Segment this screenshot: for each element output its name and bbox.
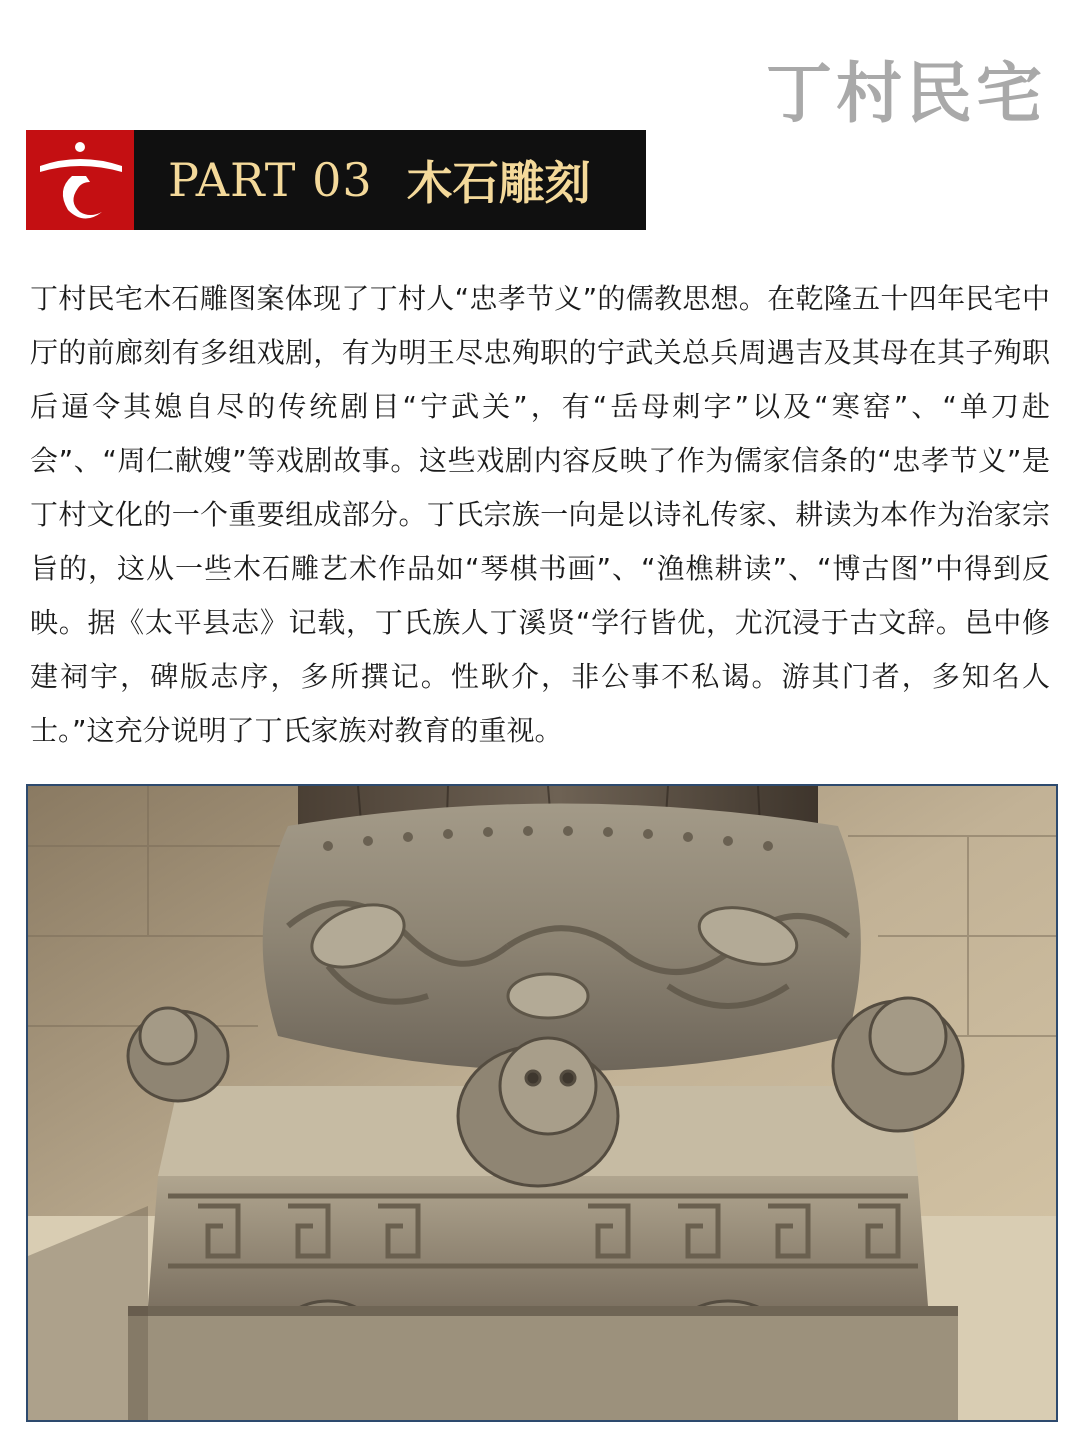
section-banner [26, 130, 646, 230]
part-label: PART 03 [168, 153, 373, 207]
body-paragraph: 丁村民宅木石雕图案体现了丁村人“忠孝节义”的儒教思想。在乾隆五十四年民宅中厅的前廊刻有多组戏剧，有为明王尽忠殉职的宁武关总兵周遇吉及其母在其子殉职后逼令其媳自尽的传统剧目“宁武关”，有“岳母刺字”以及“寒窑”、“单刀赴会”、“周仁献嫂”等戏剧故事。这些戏剧内容反映了作为儒家信条的“忠孝节义”是丁村文化的一个重要组成部分。丁氏宗族一向是以诗礼传家、耕读为本作为治家宗旨的，这从一些木石雕艺术作品如“琴棋书画”、“渔樵耕读”、“博古图”中得到反映。据《太平县志》记载，丁氏族人丁溪贤“学行皆优，尤沉浸于古文辞。邑中修建祠宇，碑版志序，多所撰记。性耿介，非公事不私谒。游其门者，多知名人士。”这充分说明了丁氏家族对教育的重视。 [30, 282, 1050, 747]
stone-carving-illustration [28, 786, 1056, 1420]
corner-title: 丁村民宅 [766, 55, 1046, 132]
stone-carving-photo [26, 784, 1058, 1422]
section-title: 木石雕刻 [406, 156, 591, 210]
logo-glyph [26, 130, 134, 230]
ding-village-logo-icon [26, 130, 134, 230]
